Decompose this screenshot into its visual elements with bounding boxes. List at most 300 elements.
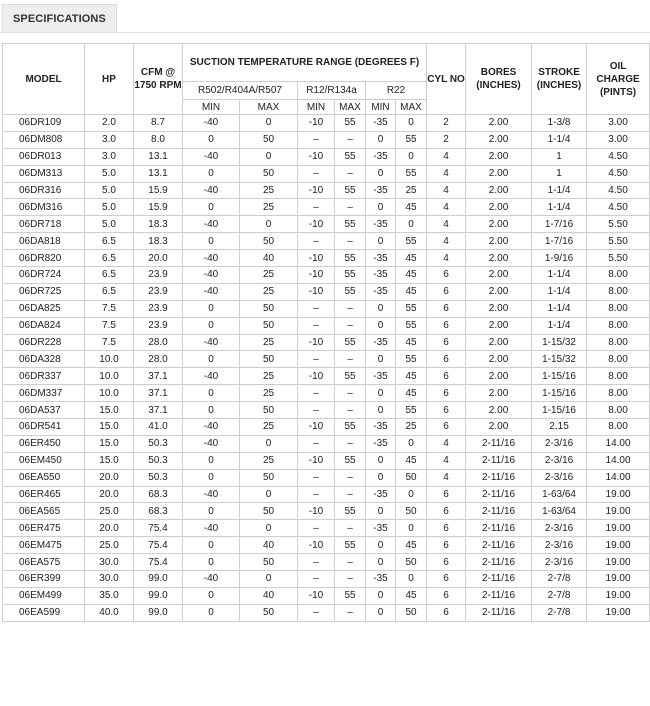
specifications-table	[2, 43, 650, 622]
cell-r12-max: –	[335, 317, 366, 334]
cell-hp: 10.0	[85, 368, 134, 385]
cell-r22-min: 0	[366, 537, 396, 554]
cell-r22-max: 45	[396, 334, 427, 351]
cell-oil: 19.00	[587, 520, 650, 537]
cell-r502-min: 0	[183, 402, 240, 419]
header-max: MAX	[240, 100, 298, 115]
cell-hp: 5.0	[85, 165, 134, 182]
cell-bores: 2-11/16	[466, 486, 532, 503]
cell-cfm: 28.0	[134, 334, 183, 351]
cell-cyl: 6	[427, 554, 466, 571]
cell-stroke: 1-7/16	[532, 233, 587, 250]
cell-stroke: 1-15/16	[532, 368, 587, 385]
cell-r12-max: –	[335, 604, 366, 621]
cell-hp: 10.0	[85, 385, 134, 402]
header-min: MIN	[298, 100, 335, 115]
table-row	[3, 283, 650, 300]
cell-oil: 8.00	[587, 419, 650, 436]
cell-hp: 2.0	[85, 115, 134, 132]
cell-cfm: 13.1	[134, 165, 183, 182]
cell-r502-min: 0	[183, 300, 240, 317]
cell-cyl: 4	[427, 250, 466, 267]
cell-cyl: 6	[427, 486, 466, 503]
cell-r22-max: 0	[396, 115, 427, 132]
cell-model: 06DM337	[3, 385, 85, 402]
cell-r22-min: -35	[366, 283, 396, 300]
cell-model: 06ER465	[3, 486, 85, 503]
cell-cfm: 20.0	[134, 250, 183, 267]
cell-r22-min: 0	[366, 233, 396, 250]
cell-r502-max: 25	[240, 182, 298, 199]
table-row	[3, 503, 650, 520]
cell-r502-max: 0	[240, 148, 298, 165]
header-bores: BORES (INCHES)	[466, 44, 532, 115]
cell-model: 06DR109	[3, 115, 85, 132]
cell-bores: 2-11/16	[466, 435, 532, 452]
cell-cyl: 4	[427, 199, 466, 216]
table-row	[3, 486, 650, 503]
cell-oil: 14.00	[587, 452, 650, 469]
cell-hp: 15.0	[85, 452, 134, 469]
table-row	[3, 520, 650, 537]
table-row	[3, 419, 650, 436]
cell-r12-min: –	[298, 165, 335, 182]
cell-model: 06DA818	[3, 233, 85, 250]
cell-r22-min: 0	[366, 317, 396, 334]
cell-r502-max: 0	[240, 435, 298, 452]
cell-r12-max: 55	[335, 283, 366, 300]
cell-r22-max: 45	[396, 267, 427, 284]
cell-cfm: 37.1	[134, 402, 183, 419]
cell-cyl: 6	[427, 604, 466, 621]
cell-r22-max: 55	[396, 317, 427, 334]
cell-r12-max: 55	[335, 368, 366, 385]
cell-cfm: 99.0	[134, 587, 183, 604]
cell-bores: 2-11/16	[466, 469, 532, 486]
header-cyl: CYL NO	[427, 44, 466, 115]
cell-stroke: 1-1/4	[532, 283, 587, 300]
cell-stroke: 1-63/64	[532, 503, 587, 520]
cell-oil: 4.50	[587, 199, 650, 216]
cell-model: 06DA328	[3, 351, 85, 368]
cell-r12-max: –	[335, 469, 366, 486]
cell-bores: 2-11/16	[466, 537, 532, 554]
cell-cfm: 23.9	[134, 267, 183, 284]
cell-cyl: 4	[427, 182, 466, 199]
cell-cyl: 6	[427, 334, 466, 351]
cell-hp: 20.0	[85, 469, 134, 486]
cell-r502-min: -40	[183, 520, 240, 537]
cell-r502-min: 0	[183, 587, 240, 604]
cell-r502-max: 25	[240, 334, 298, 351]
cell-bores: 2.00	[466, 233, 532, 250]
cell-cfm: 18.3	[134, 233, 183, 250]
cell-r12-min: –	[298, 435, 335, 452]
cell-r22-min: 0	[366, 469, 396, 486]
cell-stroke: 2-3/16	[532, 469, 587, 486]
table-row	[3, 452, 650, 469]
cell-stroke: 1-7/16	[532, 216, 587, 233]
cell-cfm: 68.3	[134, 486, 183, 503]
cell-stroke: 2-3/16	[532, 537, 587, 554]
cell-r22-min: -35	[366, 334, 396, 351]
cell-r502-max: 50	[240, 604, 298, 621]
cell-r12-min: –	[298, 402, 335, 419]
cell-r22-max: 0	[396, 520, 427, 537]
cell-r22-min: 0	[366, 385, 396, 402]
cell-hp: 6.5	[85, 283, 134, 300]
cell-cyl: 4	[427, 452, 466, 469]
cell-cyl: 4	[427, 148, 466, 165]
cell-r12-min: –	[298, 351, 335, 368]
cell-r22-max: 50	[396, 554, 427, 571]
cell-r502-min: -40	[183, 250, 240, 267]
cell-r12-min: –	[298, 486, 335, 503]
cell-cyl: 6	[427, 571, 466, 588]
cell-r12-min: –	[298, 604, 335, 621]
tab-bar	[0, 0, 650, 33]
cell-cyl: 6	[427, 351, 466, 368]
header-hp: HP	[85, 44, 134, 115]
cell-cfm: 75.4	[134, 554, 183, 571]
cell-r12-max: –	[335, 199, 366, 216]
cell-r502-min: -40	[183, 267, 240, 284]
cell-r22-max: 0	[396, 216, 427, 233]
cell-r502-max: 50	[240, 300, 298, 317]
table-row	[3, 385, 650, 402]
table-row	[3, 182, 650, 199]
cell-r12-max: 55	[335, 587, 366, 604]
cell-model: 06DM313	[3, 165, 85, 182]
cell-r22-min: 0	[366, 165, 396, 182]
cell-r22-min: 0	[366, 300, 396, 317]
cell-model: 06DR228	[3, 334, 85, 351]
table-row	[3, 571, 650, 588]
cell-r22-max: 45	[396, 199, 427, 216]
cell-r22-max: 45	[396, 385, 427, 402]
cell-model: 06ER475	[3, 520, 85, 537]
cell-r502-max: 50	[240, 131, 298, 148]
cell-hp: 7.5	[85, 300, 134, 317]
cell-oil: 5.50	[587, 250, 650, 267]
cell-cfm: 23.9	[134, 317, 183, 334]
cell-cfm: 75.4	[134, 520, 183, 537]
cell-r12-max: 55	[335, 334, 366, 351]
header-min: MIN	[183, 100, 240, 115]
cell-cfm: 99.0	[134, 604, 183, 621]
cell-r22-max: 45	[396, 368, 427, 385]
cell-r502-max: 25	[240, 385, 298, 402]
cell-r22-min: -35	[366, 419, 396, 436]
cell-model: 06EM450	[3, 452, 85, 469]
cell-oil: 5.50	[587, 233, 650, 250]
cell-stroke: 1-15/32	[532, 351, 587, 368]
header-min: MIN	[366, 100, 396, 115]
cell-hp: 25.0	[85, 503, 134, 520]
cell-stroke: 2-7/8	[532, 571, 587, 588]
cell-r12-min: –	[298, 571, 335, 588]
table-row	[3, 604, 650, 621]
cell-bores: 2-11/16	[466, 452, 532, 469]
cell-cyl: 6	[427, 368, 466, 385]
cell-model: 06ER450	[3, 435, 85, 452]
cell-cfm: 37.1	[134, 368, 183, 385]
cell-cfm: 8.7	[134, 115, 183, 132]
cell-r22-min: 0	[366, 554, 396, 571]
cell-r12-max: 55	[335, 452, 366, 469]
cell-model: 06DA825	[3, 300, 85, 317]
cell-r12-min: –	[298, 385, 335, 402]
header-group-r12: R12/R134a	[298, 82, 366, 100]
cell-r22-max: 55	[396, 165, 427, 182]
cell-model: 06DR013	[3, 148, 85, 165]
cell-cyl: 4	[427, 216, 466, 233]
header-oil: OIL CHARGE (PINTS)	[587, 44, 650, 115]
cell-r22-max: 50	[396, 469, 427, 486]
cell-cyl: 4	[427, 435, 466, 452]
table-row	[3, 469, 650, 486]
table-body	[3, 115, 650, 622]
cell-r502-min: 0	[183, 503, 240, 520]
cell-cyl: 6	[427, 300, 466, 317]
cell-bores: 2.00	[466, 368, 532, 385]
cell-r12-min: -10	[298, 419, 335, 436]
cell-r502-max: 25	[240, 419, 298, 436]
cell-oil: 8.00	[587, 267, 650, 284]
cell-model: 06EA550	[3, 469, 85, 486]
cell-model: 06DA824	[3, 317, 85, 334]
cell-model: 06DR316	[3, 182, 85, 199]
cell-r22-max: 50	[396, 503, 427, 520]
cell-cyl: 6	[427, 419, 466, 436]
cell-r22-min: -35	[366, 182, 396, 199]
cell-stroke: 1-1/4	[532, 267, 587, 284]
cell-cyl: 6	[427, 587, 466, 604]
cell-stroke: 1-1/4	[532, 300, 587, 317]
cell-oil: 4.50	[587, 182, 650, 199]
cell-r22-max: 25	[396, 182, 427, 199]
cell-r12-min: -10	[298, 216, 335, 233]
cell-cfm: 68.3	[134, 503, 183, 520]
header-max: MAX	[396, 100, 427, 115]
cell-oil: 19.00	[587, 503, 650, 520]
cell-bores: 2.00	[466, 334, 532, 351]
cell-cyl: 2	[427, 115, 466, 132]
cell-bores: 2-11/16	[466, 604, 532, 621]
cell-bores: 2-11/16	[466, 520, 532, 537]
cell-r22-max: 45	[396, 250, 427, 267]
tab-specifications[interactable]: SPECIFICATIONS	[2, 4, 117, 33]
cell-stroke: 2-3/16	[532, 554, 587, 571]
cell-cfm: 75.4	[134, 537, 183, 554]
cell-oil: 4.50	[587, 165, 650, 182]
cell-r22-min: -35	[366, 435, 396, 452]
cell-stroke: 1-1/4	[532, 182, 587, 199]
cell-model: 06DR337	[3, 368, 85, 385]
cell-r502-min: 0	[183, 165, 240, 182]
cell-r502-max: 40	[240, 587, 298, 604]
cell-hp: 15.0	[85, 419, 134, 436]
cell-r12-min: -10	[298, 148, 335, 165]
header-model: MODEL	[3, 44, 85, 115]
cell-r12-max: 55	[335, 182, 366, 199]
cell-oil: 8.00	[587, 283, 650, 300]
cell-stroke: 2-3/16	[532, 435, 587, 452]
cell-r22-max: 45	[396, 537, 427, 554]
cell-model: 06DR718	[3, 216, 85, 233]
cell-r502-min: -40	[183, 216, 240, 233]
cell-hp: 3.0	[85, 148, 134, 165]
cell-bores: 2.00	[466, 199, 532, 216]
cell-model: 06EM499	[3, 587, 85, 604]
cell-r502-max: 40	[240, 250, 298, 267]
cell-r502-max: 50	[240, 351, 298, 368]
cell-r502-min: -40	[183, 115, 240, 132]
cell-hp: 5.0	[85, 216, 134, 233]
cell-cfm: 23.9	[134, 300, 183, 317]
cell-cyl: 6	[427, 503, 466, 520]
cell-r502-max: 50	[240, 402, 298, 419]
cell-model: 06DR820	[3, 250, 85, 267]
cell-r12-min: -10	[298, 368, 335, 385]
cell-r22-min: -35	[366, 267, 396, 284]
cell-r22-max: 55	[396, 351, 427, 368]
table-row	[3, 554, 650, 571]
table-row	[3, 148, 650, 165]
cell-cfm: 8.0	[134, 131, 183, 148]
cell-r12-min: -10	[298, 587, 335, 604]
cell-hp: 25.0	[85, 537, 134, 554]
cell-r502-max: 25	[240, 283, 298, 300]
cell-hp: 30.0	[85, 554, 134, 571]
cell-bores: 2.00	[466, 148, 532, 165]
cell-r12-max: –	[335, 131, 366, 148]
cell-r12-max: –	[335, 571, 366, 588]
cell-r12-min: –	[298, 199, 335, 216]
cell-r22-min: -35	[366, 520, 396, 537]
cell-r502-min: 0	[183, 537, 240, 554]
cell-stroke: 1-1/4	[532, 199, 587, 216]
cell-stroke: 2-7/8	[532, 587, 587, 604]
cell-stroke: 1-15/16	[532, 385, 587, 402]
cell-cfm: 37.1	[134, 385, 183, 402]
cell-bores: 2.00	[466, 250, 532, 267]
cell-hp: 40.0	[85, 604, 134, 621]
cell-oil: 8.00	[587, 402, 650, 419]
cell-cfm: 50.3	[134, 435, 183, 452]
cell-r502-max: 0	[240, 115, 298, 132]
cell-r12-min: -10	[298, 537, 335, 554]
cell-r12-max: –	[335, 385, 366, 402]
cell-stroke: 1-1/4	[532, 317, 587, 334]
cell-r12-min: -10	[298, 452, 335, 469]
cell-r502-max: 50	[240, 233, 298, 250]
cell-r12-max: –	[335, 300, 366, 317]
cell-oil: 19.00	[587, 537, 650, 554]
cell-r502-max: 50	[240, 469, 298, 486]
cell-cfm: 15.9	[134, 199, 183, 216]
cell-r12-max: 55	[335, 250, 366, 267]
cell-cyl: 6	[427, 537, 466, 554]
cell-r22-min: 0	[366, 351, 396, 368]
cell-r12-max: –	[335, 165, 366, 182]
cell-r12-min: -10	[298, 267, 335, 284]
cell-oil: 8.00	[587, 351, 650, 368]
cell-r502-max: 0	[240, 571, 298, 588]
cell-r12-min: -10	[298, 334, 335, 351]
cell-r22-min: 0	[366, 452, 396, 469]
cell-bores: 2.00	[466, 267, 532, 284]
cell-model: 06DR541	[3, 419, 85, 436]
cell-r22-max: 55	[396, 300, 427, 317]
cell-r502-min: -40	[183, 283, 240, 300]
cell-r12-min: –	[298, 520, 335, 537]
cell-cyl: 6	[427, 520, 466, 537]
cell-r502-max: 25	[240, 452, 298, 469]
cell-r502-min: -40	[183, 435, 240, 452]
table-row	[3, 115, 650, 132]
cell-r12-min: -10	[298, 283, 335, 300]
cell-r22-min: 0	[366, 587, 396, 604]
cell-r22-max: 0	[396, 148, 427, 165]
cell-r12-max: –	[335, 402, 366, 419]
header-max: MAX	[335, 100, 366, 115]
header-stroke: STROKE (INCHES)	[532, 44, 587, 115]
cell-cyl: 6	[427, 317, 466, 334]
cell-cyl: 6	[427, 283, 466, 300]
cell-cfm: 50.3	[134, 452, 183, 469]
cell-oil: 8.00	[587, 368, 650, 385]
cell-r12-min: –	[298, 554, 335, 571]
cell-oil: 19.00	[587, 486, 650, 503]
cell-hp: 5.0	[85, 182, 134, 199]
header-group-r502: R502/R404A/R507	[183, 82, 298, 100]
table-row	[3, 334, 650, 351]
cell-r502-max: 25	[240, 199, 298, 216]
table-row	[3, 435, 650, 452]
cell-r502-max: 25	[240, 267, 298, 284]
cell-stroke: 1-3/8	[532, 115, 587, 132]
cell-bores: 2-11/16	[466, 503, 532, 520]
tab-divider	[0, 32, 650, 33]
cell-cfm: 23.9	[134, 283, 183, 300]
header-group-r22: R22	[366, 82, 427, 100]
cell-stroke: 1-63/64	[532, 486, 587, 503]
cell-r12-max: 55	[335, 503, 366, 520]
cell-oil: 19.00	[587, 571, 650, 588]
table-row	[3, 300, 650, 317]
cell-r12-max: 55	[335, 267, 366, 284]
cell-r12-max: 55	[335, 148, 366, 165]
cell-r22-max: 50	[396, 604, 427, 621]
cell-stroke: 1-15/32	[532, 334, 587, 351]
cell-r22-min: 0	[366, 604, 396, 621]
cell-r12-max: 55	[335, 115, 366, 132]
cell-r502-min: 0	[183, 131, 240, 148]
cell-cyl: 4	[427, 233, 466, 250]
table-row	[3, 317, 650, 334]
cell-r12-max: –	[335, 351, 366, 368]
cell-oil: 8.00	[587, 385, 650, 402]
cell-r22-min: -35	[366, 368, 396, 385]
cell-stroke: 2-7/8	[532, 604, 587, 621]
cell-hp: 15.0	[85, 435, 134, 452]
cell-cyl: 6	[427, 267, 466, 284]
cell-r22-max: 0	[396, 571, 427, 588]
cell-bores: 2.00	[466, 115, 532, 132]
cell-r12-min: -10	[298, 503, 335, 520]
cell-r22-min: 0	[366, 503, 396, 520]
